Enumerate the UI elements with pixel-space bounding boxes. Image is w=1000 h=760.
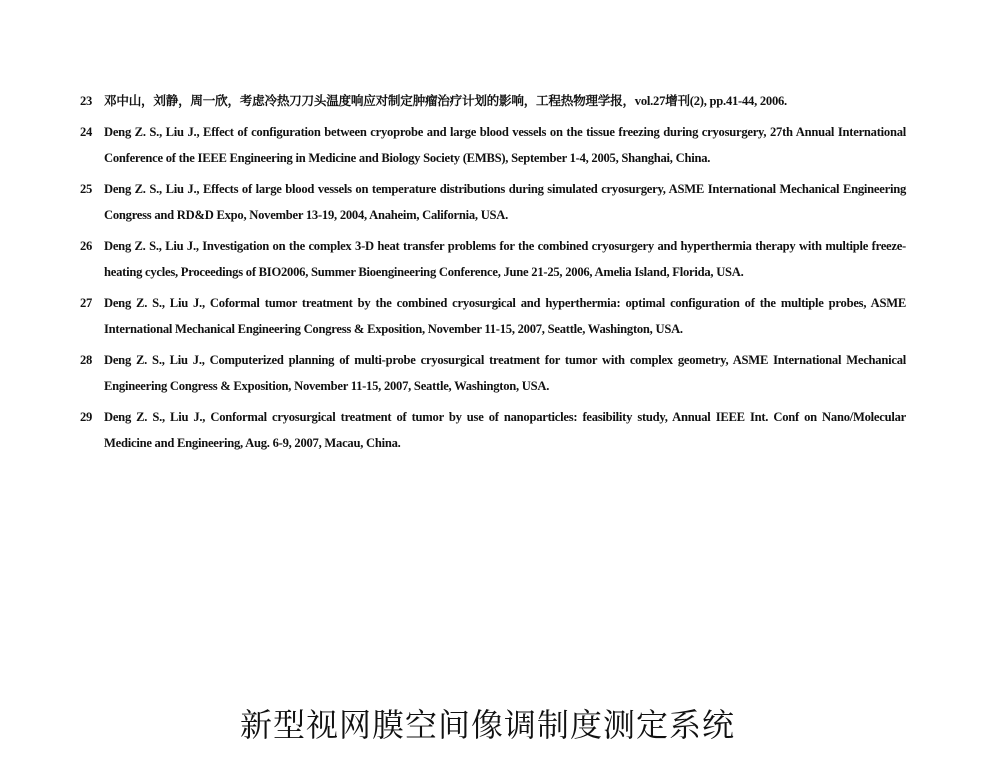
reference-item <box>80 290 906 343</box>
footer-title: 新型视网膜空间像调制度测定系统 <box>239 706 735 744</box>
reference-number: 27 <box>80 295 93 310</box>
reference-list <box>80 88 906 461</box>
reference-text: Deng Z. S., Liu J., Coformal tumor treatment by the combined cryosurgical and hyperthermia: optimal configuration of the multiple probes, ASME International Mechanical Engineering Congress & Exposition, November 11-15, 2007, Seattle, Washington, USA. <box>104 295 906 336</box>
reference-number: 23 <box>80 94 93 108</box>
reference-item <box>80 233 906 286</box>
reference-text: Deng Z. S., Liu J., Effect of configuration between cryoprobe and large blood vessels on the tissue freezing during cryosurgery, 27th Annual International Conference of the IEEE Engineering in Medicine and Biology Society (EMBS), September 1-4, 2005, Shanghai, China. <box>104 124 906 165</box>
reference-item <box>80 347 906 400</box>
reference-number: 24 <box>80 124 93 139</box>
reference-text: 邓中山，刘静，周一欣，考虑冷热刀刀头温度响应对制定肿瘤治疗计划的影响，工程热物理学报，vol.27增刊(2), pp.41-44, 2006. <box>104 94 787 108</box>
reference-number: 28 <box>80 352 93 367</box>
reference-text: Deng Z. S., Liu J., Conformal cryosurgical treatment of tumor by use of nanoparticles: feasibility study, Annual IEEE Int. Conf on Nano/Molecular Medicine and Engineering, Aug. 6-9, 2007, Macau, China. <box>104 409 906 450</box>
reference-item <box>80 88 906 115</box>
reference-number: 29 <box>80 409 93 424</box>
reference-number: 25 <box>80 181 93 196</box>
reference-text: Deng Z. S., Liu J., Computerized planning of multi-probe cryosurgical treatment for tumor with complex geometry, ASME International Mechanical Engineering Congress & Exposition, November 11-15, 2007, Seattle, Washington, USA. <box>104 352 906 393</box>
reference-number: 26 <box>80 238 93 253</box>
reference-text: Deng Z. S., Liu J., Investigation on the complex 3-D heat transfer problems for the combined cryosurgery and hyperthermia therapy with multiple freeze-heating cycles, Proceedings of BIO2006, Summer Bioengineering Conference, June 21-25, 2006, Amelia Island, Florida, USA. <box>104 238 906 279</box>
reference-item <box>80 119 906 172</box>
reference-text: Deng Z. S., Liu J., Effects of large blood vessels on temperature distributions during simulated cryosurgery, ASME International Mechanical Engineering Congress and RD&D Expo, November 13-19, 2004, Anaheim, California, USA. <box>104 181 906 222</box>
reference-item <box>80 176 906 229</box>
reference-item <box>80 404 906 457</box>
